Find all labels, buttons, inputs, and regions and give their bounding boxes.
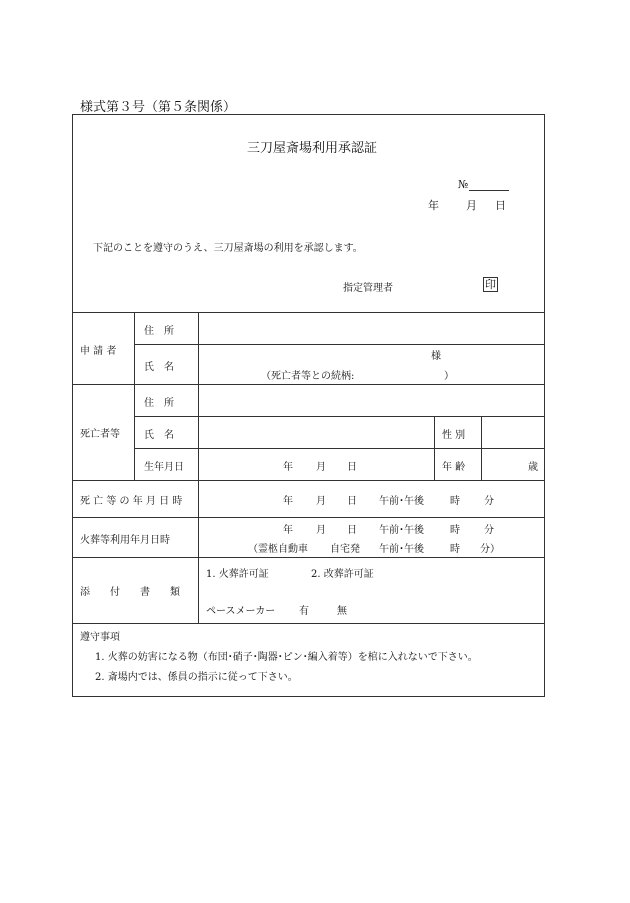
pacemaker-yes[interactable]: 有 (299, 606, 309, 617)
approval-form (72, 114, 545, 697)
sex-label: 性 別 (442, 430, 466, 441)
honorific: 様 (431, 351, 441, 362)
applicant-name-label: 氏 名 (144, 362, 174, 373)
divider (134, 448, 544, 449)
divider (134, 344, 544, 345)
birthdate-label: 生年月日 (144, 462, 184, 473)
issue-month: 月 (466, 199, 477, 212)
hearse-label: （霊柩自動車 (248, 544, 308, 555)
death-minute: 分 (484, 496, 494, 507)
death-month: 月 (316, 496, 326, 507)
deceased-address-label: 住 所 (144, 398, 174, 409)
death-datetime-heading: 死 亡 等 の 年 月 日 時 (80, 496, 183, 507)
number-blank (469, 180, 509, 191)
cremation-hour: 時 (450, 525, 460, 536)
hearse-ampm: 午前･午後 (379, 544, 424, 555)
form-title: 三刀屋斎場利用承認証 (247, 141, 378, 156)
age-label: 年 齢 (442, 462, 466, 473)
attachments-heading: 添 付 書 類 (80, 587, 180, 598)
cremation-year: 年 (283, 525, 293, 536)
attachment-cremation-permit: 1. 火葬許可証 (206, 569, 269, 580)
divider (73, 623, 544, 624)
attachment-reburial-permit: 2. 改葬許可証 (311, 569, 374, 580)
pacemaker-label: ペースメーカー (206, 606, 276, 617)
applicant-heading: 申 請 者 (80, 346, 117, 357)
birth-month: 月 (316, 462, 326, 473)
issue-year: 年 (428, 199, 439, 212)
approval-statement: 下記のことを遵守のうえ、三刀屋斎場の利用を承認します。 (93, 243, 363, 254)
death-day: 日 (347, 496, 357, 507)
number-label: № (458, 178, 469, 191)
relation-open: （死亡者等との続柄: (261, 371, 355, 382)
relation-close: ） (444, 371, 454, 382)
issue-day: 日 (495, 199, 506, 212)
death-hour: 時 (450, 496, 460, 507)
number-field[interactable] (458, 178, 509, 191)
hearse-minute-close: 分） (480, 544, 500, 555)
death-year: 年 (283, 496, 293, 507)
divider (73, 557, 544, 558)
divider (73, 312, 544, 313)
cremation-month: 月 (316, 525, 326, 536)
home-depart-label: 自宅発 (330, 544, 360, 555)
deceased-heading: 死亡者等 (80, 429, 120, 440)
seal-mark: 印 (485, 278, 496, 291)
divider (434, 416, 435, 480)
death-ampm: 午前･午後 (379, 496, 424, 507)
birth-year: 年 (283, 462, 293, 473)
cremation-day: 日 (347, 525, 357, 536)
rules-heading: 遵守事項 (80, 632, 120, 643)
rule-item-1: 1. 火葬の妨害になる物（布団･硝子･陶器･ピン･編入着等）を棺に入れないで下さい。 (95, 652, 478, 663)
divider (134, 416, 544, 417)
applicant-address-label: 住 所 (144, 326, 174, 337)
divider (73, 480, 544, 481)
cremation-datetime-heading: 火葬等利用年月日時 (80, 535, 170, 546)
deceased-name-label: 氏 名 (144, 430, 174, 441)
divider (73, 517, 544, 518)
form-number-label: 様式第３号（第５条関係） (80, 100, 237, 115)
rule-item-2: 2. 斎場内では、係員の指示に従って下さい。 (95, 672, 298, 683)
birth-day: 日 (347, 462, 357, 473)
hearse-hour: 時 (450, 544, 460, 555)
divider (198, 312, 199, 623)
cremation-minute: 分 (484, 525, 494, 536)
divider (73, 384, 544, 385)
divider (481, 416, 482, 480)
divider (134, 312, 135, 480)
pacemaker-no[interactable]: 無 (337, 606, 347, 617)
manager-label: 指定管理者 (343, 283, 393, 294)
age-unit: 歳 (528, 462, 538, 473)
cremation-ampm: 午前･午後 (379, 525, 424, 536)
